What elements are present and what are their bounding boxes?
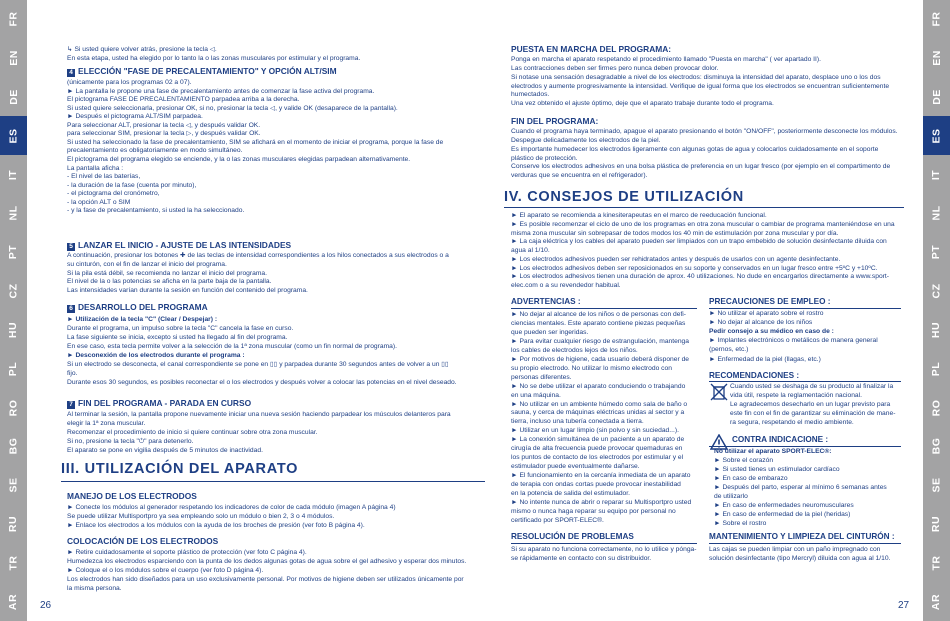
text-line: Si notase una sensación desagradable a nivel de los electrodos: disminuya la intensidad del aparato, desplace uno o los dos: [511, 73, 881, 81]
language-tab-it: [923, 155, 950, 194]
text-line: los cables de electrodos lejos de los niños.: [511, 346, 638, 354]
language-tab-label: TR: [930, 555, 943, 571]
text-line: su cinturón, con el fin de lanzar el inicio del programa.: [67, 260, 227, 268]
text-line: de utilizarlo: [714, 493, 748, 500]
text-line: ► Los electrodos adhesivos pueden ser rehidratados antes y después de usarlos con un agente desinfectante.: [511, 255, 841, 263]
text-line: La fase siguiente se inicia, excepto si usted ha llegado al fin del programa.: [67, 334, 288, 341]
text-line: ► Retire cuidadosamente el soporte plástico de protección (ver foto C página 4).: [67, 549, 307, 556]
resolucion-heading: RESOLUCIÓN DE PROBLEMAS: [511, 532, 634, 541]
text-line: cirugía de alta frecuencia puede provocar quemaduras en: [511, 445, 683, 453]
text-line: Es importante humedecer los electrodos ligeramente con algunas gotas de agua y colocarlos cuidadosamente en el soporte: [511, 145, 879, 153]
text-line: El pictograma del programa elegido se enciende, y la o las zonas musculares elegidas parpadean alternativamente.: [67, 155, 411, 163]
language-tab-cz: [0, 272, 27, 311]
text-line: ► Es posible recomenzar el ciclo de uno de los programas en otra zona muscular o cambiar de programa manteniéndose en una: [511, 220, 895, 228]
language-tab-se: [0, 466, 27, 505]
language-tab-fr: [0, 0, 27, 39]
advertencias-heading: ADVERTENCIAS :: [511, 297, 581, 306]
section-6-heading: [67, 302, 208, 313]
text-line: plástico de protección.: [511, 154, 578, 162]
language-tab-ru: [923, 505, 950, 544]
language-tab-label: FR: [930, 11, 943, 27]
language-tab-label: RU: [930, 515, 943, 533]
chapter-3-title: III. UTILIZACIÓN DEL APARATO: [61, 461, 299, 477]
text-line: que pueden ser ingeridas.: [511, 328, 589, 336]
language-tab-tr: [923, 543, 950, 582]
weee-bin-icon: [710, 383, 728, 401]
text-line: en una máquina.: [511, 391, 561, 399]
text-line: electrodos y aumente progresivamente la intensidad. Verifique de igual forma que los electrodos se encuentran suficientemente: [511, 82, 890, 90]
language-tab-label: SE: [930, 477, 943, 493]
text-line: Una vez obtenido el ajuste óptimo, deje que el aparato trabaje durante todo el programa.: [511, 100, 774, 108]
language-tab-label: HU: [7, 321, 20, 338]
text-line: - y la fase de precalentamiento, si usted la ha seleccionado.: [67, 207, 245, 215]
text-line: ► Los electrodos adhesivos tienen una duración de aprox. 40 utilizaciones. No dude en encargarlos directamente a www.sport-: [511, 273, 889, 281]
section-4-heading: [67, 66, 337, 77]
text-line: ► Para evitar cualquier riesgo de estrangulación, mantenga: [511, 337, 689, 345]
language-tab-label: AR: [7, 593, 20, 610]
text-line: tierra, incluso una tubería conectada a tierra.: [511, 418, 644, 426]
text-line: ► No dejar al alcance de los niños o de personas con defi-: [511, 311, 687, 318]
text-line: En ese caso, esta tecla permite volver a la selección de la 1ª zona muscular (como un fin normal de programa).: [67, 343, 397, 350]
language-tab-de: [923, 78, 950, 117]
text-line: ► En caso de embarazo: [714, 475, 788, 482]
language-tab-label: EN: [7, 50, 20, 67]
language-tab-label: RU: [7, 515, 20, 533]
text-line: Para seleccionar ALT, presionar la tecla ◁, y después validar OK.: [67, 121, 261, 129]
text-line: ► Conecte los módulos al generador respetando los indicadores de color de cada módulo (imagen A página 4): [67, 504, 396, 511]
text-line: ► La conexión simultánea de un paciente a un aparato de: [511, 436, 685, 444]
section-number-5: 5: [67, 243, 75, 251]
language-tab-label: BG: [7, 437, 20, 455]
precauciones-heading: PRECAUCIONES DE EMPLEO :: [709, 297, 831, 306]
section-4-title: ELECCIÓN "FASE DE PRECALENTAMIENTO" Y OPCIÓN ALT/SIM: [78, 66, 337, 76]
text-line: sauna, y cerca de máquinas eléctricas unidas al sector y a: [511, 409, 685, 417]
language-tab-en: [0, 39, 27, 78]
text-line: ► Utilizar en un lugar limpio (sin polvo y sin suciedad...).: [511, 427, 679, 435]
text-line: El pictograma FASE DE PRECALENTAMIENTO parpadea arriba a la derecha.: [67, 96, 300, 104]
language-tab-label: RO: [930, 399, 943, 416]
language-tab-nl: [923, 194, 950, 233]
language-tab-pt: [0, 233, 27, 272]
text-line: - el pictograma del cronómetro,: [67, 190, 160, 198]
text-line: precalentamiento es obligatoriamente en modo simultáneo.: [67, 147, 243, 155]
language-tab-label: PT: [7, 245, 20, 260]
text-line: ► Sobre el rostro: [714, 520, 767, 527]
text-line: agua al 1/10.: [511, 247, 550, 254]
language-tab-pt: [923, 233, 950, 272]
language-tab-es: [0, 116, 27, 155]
section-number-7: 7: [67, 401, 75, 409]
text-line: elegir la 1ª zona muscular.: [67, 419, 146, 427]
language-tab-cz: [923, 272, 950, 311]
language-tab-hu: [0, 311, 27, 350]
advertencias-rule: [511, 308, 697, 309]
text-line: ► Enfermedad de la piel (llagas, etc.): [709, 355, 821, 363]
language-tabs-right: [923, 0, 950, 621]
text-line: vida útil, respete la reglamentación nacional.: [730, 391, 862, 399]
text-line: Le agradecemos desecharlo en un lugar previsto para: [730, 400, 891, 408]
text-line: Los electrodos han sido diseñados para un uso exclusivamente personal. Por motivos de higiene deben ser utilizados únicamente por: [67, 575, 464, 583]
text-line: ► No se debe utilizar el aparato conduciendo o trabajando: [511, 382, 686, 390]
language-tab-ru: [0, 505, 27, 544]
language-tab-label: ES: [7, 128, 20, 144]
text-line: En esta etapa, usted ha elegido por lo tanto la o las zonas musculares por estimular y el programa.: [67, 54, 361, 62]
text-line: certificado por SPORT-ELEC®.: [511, 516, 604, 524]
text-line: ► Después del parto, esperar al mínimo 6 semanas antes: [714, 484, 887, 491]
text-line: verduras que se encuentra en el refrigerador).: [511, 172, 648, 180]
text-line: Recomenzar el procedimiento de inicio si quiere continuar sobre otra zona muscular.: [67, 428, 318, 436]
language-tab-ar: [923, 582, 950, 621]
text-line: Si la pila está débil, se recomienda no lanzar el inicio del programa.: [67, 269, 267, 277]
text-line: Las cajas se pueden limpiar con un paño impregnado con: [709, 546, 881, 553]
text-line: en la potencia de salida del estimulador.: [511, 490, 630, 497]
text-line: ► El aparato se recomienda a kinesiterapeutas en el marco de reeducación funcional.: [511, 212, 767, 219]
recomendaciones-heading: RECOMENDACIONES :: [709, 371, 800, 380]
text-line: fijo.: [67, 370, 78, 377]
section-7-heading: [67, 398, 251, 409]
recomendaciones-rule: [709, 381, 901, 382]
text-line: ► Coloque el o los módulos sobre el cuerpo (ver foto D página 4).: [67, 566, 264, 574]
text-line: para seleccionar SIM, presionar la tecla ▷, y después validar OK.: [67, 130, 261, 138]
language-tab-label: NL: [930, 205, 943, 221]
language-tab-label: AR: [930, 593, 943, 610]
text-line: ► Enlace los electrodos a los módulos con la ayuda de los broches de presión (ver foto B página 4).: [67, 521, 365, 529]
text-line: Si usted ha seleccionado la fase de precalentamiento, SIM se afichará en el momento de iniciar el programa, porque la fase de: [67, 138, 444, 146]
text-line: humectados.: [511, 91, 550, 99]
language-tab-es: [923, 116, 950, 155]
text-line: Durante el programa, un impulso sobre la tecla "C" cancela la fase en curso.: [67, 325, 294, 332]
text-line: No utilizar el aparato SPORT-ELEC®:: [714, 448, 832, 455]
contra-heading: CONTRA INDICACIONE :: [732, 435, 829, 444]
language-tab-pl: [0, 349, 27, 388]
text-line: ↳ Si usted quiere volver atrás, presione la tecla ◁.: [67, 46, 217, 53]
language-tab-label: PT: [930, 245, 943, 260]
language-tab-fr: [923, 0, 950, 39]
section-number-6: 6: [67, 305, 75, 313]
language-tab-label: TR: [7, 555, 20, 571]
section-5-title: LANZAR EL INICIO - AJUSTE DE LAS INTENSIDADES: [78, 240, 292, 250]
resolucion-rule: [511, 543, 697, 544]
text-line: personas diferentes.: [511, 373, 572, 381]
text-line: - El nivel de las baterías,: [67, 173, 141, 181]
text-line: ► No utilizar el aparato sobre el rostro: [709, 310, 824, 317]
text-line: su propio electrodo. No utilizar lo mismo electrodo con: [511, 364, 672, 372]
language-tab-pl: [923, 349, 950, 388]
mantenimiento-heading: MANTENIMIENTO Y LIMPIEZA DEL CINTURÓN :: [709, 532, 895, 541]
text-line: ► Por motivos de higiene, cada usuario deberá disponer de: [511, 355, 690, 363]
language-tab-bg: [923, 427, 950, 466]
chapter-3-rule: [61, 481, 485, 482]
text-line: Las contracciones deben ser firmes pero nunca deben provocar dolor.: [511, 64, 719, 72]
text-line: ► Si usted tienes un estimulador cardíaco: [714, 466, 840, 473]
language-tab-se: [923, 466, 950, 505]
text-line: A continuación, presionar los botones ✚ de las teclas de intensidad correspondientes a los hilos conectados a sus electrodos o a: [67, 252, 449, 259]
language-tab-label: SE: [7, 477, 20, 493]
page-number-right: 27: [898, 600, 910, 611]
language-tab-label: PL: [7, 361, 20, 376]
language-tab-tr: [0, 543, 27, 582]
language-tab-label: PL: [930, 361, 943, 376]
text-line: mismo o nunca haga reparar su equipo por personal no: [511, 507, 676, 515]
language-tab-bg: [0, 427, 27, 466]
text-line: Ponga en marcha el aparato respetando el procedimiento llamado "Puesta en marcha" ( ver apartado II).: [511, 56, 821, 63]
text-line: Si su aparato no funciona correctamente, no lo utilice y pónga-: [511, 546, 697, 553]
language-tab-label: FR: [7, 11, 20, 27]
language-tab-de: [0, 78, 27, 117]
language-tab-ar: [0, 582, 27, 621]
text-line: solución desinfectante (tipo Mercryl) diluida con agua al 1/10.: [709, 555, 891, 562]
chapter-4-rule: [504, 207, 904, 208]
text-line: de terapia con ondas cortas puede provocar inestabilidad: [511, 481, 681, 489]
text-line: (pernos, etc.): [709, 346, 749, 354]
text-line: ► No utilizar en un ambiente húmedo como sala de baño o: [511, 400, 688, 408]
text-line: ► Desconexión de los electrodos durante el programa :: [67, 352, 245, 359]
language-tab-hu: [923, 311, 950, 350]
section-5-heading: [67, 240, 291, 251]
language-tab-label: BG: [930, 437, 943, 455]
language-tab-label: RO: [7, 399, 20, 416]
text-line: los puntos de contacto de los electrodos por estimular y el: [511, 454, 684, 462]
section-6-title: DESARROLLO DEL PROGRAMA: [78, 302, 208, 312]
text-line: ► Después el pictograma ALT/SIM parpadea.: [67, 113, 203, 121]
text-line: este fin con el fin de garantizar su eliminación de mane-: [730, 409, 896, 417]
language-tab-label: DE: [930, 89, 943, 105]
text-line: ► En caso de enfermedades neuromusculares: [714, 502, 854, 509]
text-line: - la duración de la fase (cuenta por minuto),: [67, 181, 197, 189]
text-line: ► El funcionamiento en la cercanía inmediata de un aparato: [511, 472, 691, 480]
text-line: Despegue delicadamente los electrodos de la piel.: [511, 136, 661, 144]
text-line: estimulador puede eventualmente dañarse.: [511, 463, 640, 471]
fin-heading: FIN DEL PROGRAMA:: [511, 116, 599, 126]
language-tab-ro: [0, 388, 27, 427]
section-number-4: 4: [67, 69, 75, 77]
text-line: elec.com o a su revendedor habitual.: [511, 282, 621, 289]
text-line: Conserve los electrodos adhesivos en una bolsa plástica de preferencia en un lugar fresco (por ejemplo en el compartimento de: [511, 163, 891, 171]
colocacion-heading: COLOCACIÓN DE LOS ELECTRODOS: [67, 536, 219, 546]
text-line: Humedezca los electrodos esparciendo con la punta de los dedos algunas gotas de agua sobre el gel adhesivo y esperar dos minutos.: [67, 557, 467, 565]
text-line: ► En caso de enfermedad de la piel (heridas): [714, 511, 851, 518]
language-tabs-left: [0, 0, 27, 621]
mantenimiento-rule: [709, 543, 901, 544]
contra-rule: [709, 446, 901, 447]
language-tab-label: DE: [7, 89, 20, 105]
language-tab-it: [0, 155, 27, 194]
text-line: ciencias mentales. Este aparato contiene piezas pequeñas: [511, 319, 686, 327]
language-tab-label: CZ: [930, 283, 943, 299]
text-line: El aparato se pone en vigilia después de 5 minutos de inactividad.: [67, 446, 263, 454]
text-line: Pedir consejo a su médico en caso de :: [709, 328, 834, 336]
text-line: ► Implantes electrónicos o metálicos de manera general: [709, 337, 878, 345]
text-line: El nivel de la o las potencias se aficha en la parte baja de la pantalla.: [67, 278, 272, 286]
text-line: Cuando el programa haya terminado, apague el aparato presionando el botón "ON/OFF", posteriormente desconecte los módulos.: [511, 128, 898, 135]
text-line: Al terminar la sesión, la pantalla propone nuevamente iniciar una nueva sesión haciendo parpadear los músculos delanteros para: [67, 411, 451, 418]
text-line: la misma persona.: [67, 584, 122, 592]
language-tab-label: EN: [930, 50, 943, 67]
section-7-title: FIN DEL PROGRAMA - PARADA EN CURSO: [78, 398, 252, 408]
language-tab-label: ES: [930, 128, 943, 144]
language-tab-label: IT: [930, 169, 943, 180]
puesta-heading: PUESTA EN MARCHA DEL PROGRAMA:: [511, 44, 672, 54]
language-tab-en: [923, 39, 950, 78]
text-line: Cuando usted se deshaga de su producto al finalizar la: [730, 383, 894, 390]
text-line: (únicamente para los programas 02 a 07).: [67, 79, 192, 86]
text-line: La pantalla aficha :: [67, 164, 124, 172]
language-tab-label: IT: [7, 169, 20, 180]
text-line: ► Utilización de la tecla "C" (Clear / Despejar) :: [67, 316, 218, 323]
text-line: Si usted quiere seleccionarla, presionar OK, si no, presionar la tecla ◁, y valide OK (desaparece de la pantalla).: [67, 104, 398, 112]
text-line: ► Los electrodos adhesivos deben ser reposicionados en su soporte y conservados en un lugar fresco entre +5ºC y +10ºC.: [511, 264, 878, 272]
chapter-4-title: IV. CONSEJOS DE UTILIZACIÓN: [504, 189, 744, 205]
text-line: Si un electrodo se desconecta, el canal correspondiente se pone en ▯▯ y parpadea durante 30 segundos antes de volver a un ▯▯: [67, 361, 449, 368]
text-line: ► No intente nunca de abrir o reparar su Multisportpro usted: [511, 498, 692, 506]
text-line: Se puede utilizar Multisportpro ya sea empleando solo un módulo o bien 2, 3 o 4 módulos.: [67, 512, 335, 520]
manejo-heading: MANEJO DE LOS ELECTRODOS: [67, 491, 197, 501]
text-line: misma zona muscular sin sobrepasar de todos modos los 40 min de estimulación por zona muscular y por día.: [511, 229, 839, 237]
precauciones-rule: [709, 308, 901, 309]
text-line: Las intensidades varían durante la sesión en función del contenido del programa.: [67, 287, 308, 295]
text-line: ► No dejar al alcance de los niños: [709, 319, 813, 327]
text-line: - la opción ALT o SIM: [67, 198, 131, 206]
language-tab-label: HU: [930, 321, 943, 338]
text-line: ra segura, respetando el medio ambiente.: [730, 418, 854, 426]
language-tab-nl: [0, 194, 27, 233]
text-line: Durante esos 30 segundos, es posibles reconectar el o los electrodos y después volver a colocar las potencias en el nivel deseado.: [67, 379, 457, 386]
page-number-left: 26: [40, 600, 52, 611]
text-line: ► La pantalla le propone una fase de precalentamiento antes de comenzar la fase activa del programa.: [67, 87, 375, 95]
language-tab-ro: [923, 388, 950, 427]
text-line: se rápidamente en contacto con su distribuidor.: [511, 555, 652, 562]
text-line: Si no, presione la tecla "⏻" para detenerlo.: [67, 437, 194, 445]
language-tab-label: NL: [7, 205, 20, 221]
text-line: ► Sobre el corazón: [714, 457, 774, 464]
language-tab-label: CZ: [7, 283, 20, 299]
text-line: ► La caja eléctrica y los cables del aparato pueden ser limpiados con un trapo embebido de solución desinfectante diluida con: [511, 238, 887, 246]
